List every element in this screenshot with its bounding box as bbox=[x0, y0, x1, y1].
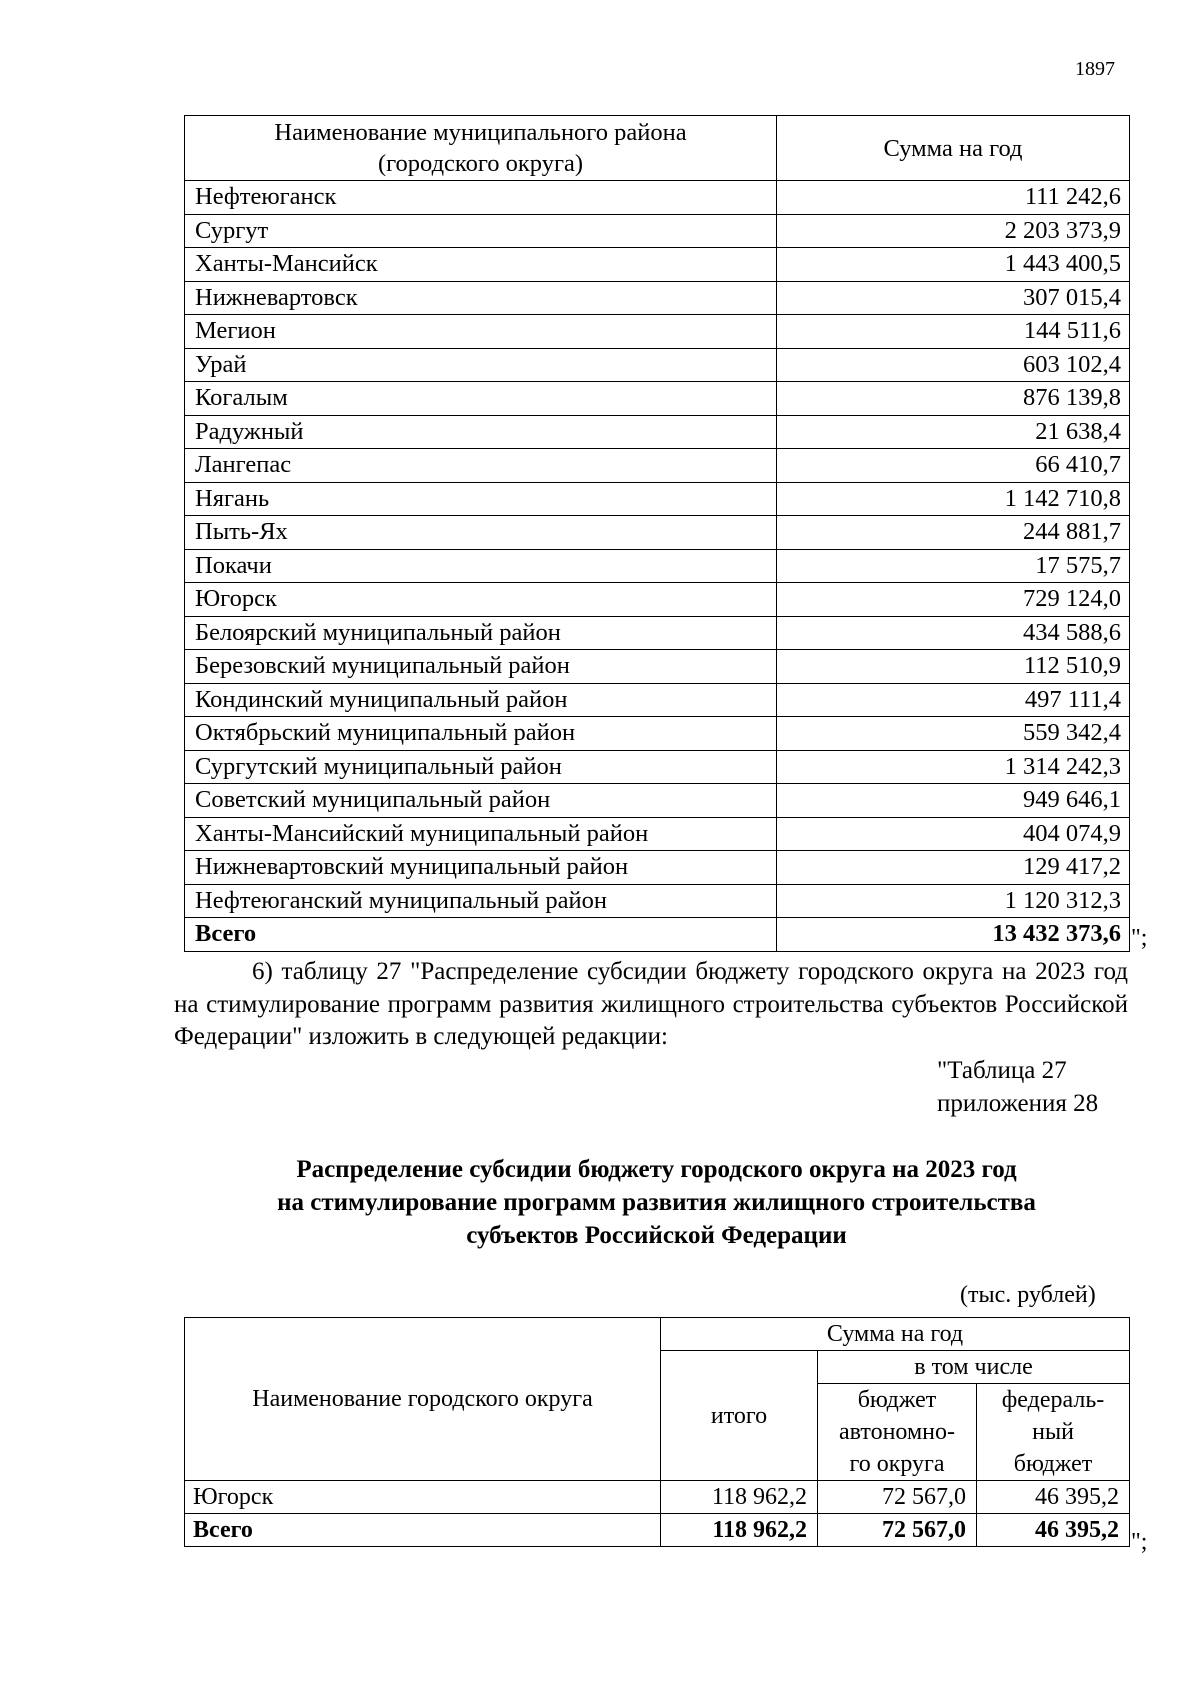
table-row bbox=[185, 650, 1130, 684]
district-name-cell: Урай bbox=[185, 348, 777, 382]
table-row bbox=[185, 482, 1130, 516]
table-row bbox=[185, 181, 1130, 215]
amount-cell: 17 575,7 bbox=[777, 549, 1130, 583]
table2-closing-quote: "; bbox=[1131, 1529, 1148, 1555]
district-name-cell: Мегион bbox=[185, 315, 777, 349]
total-amount-cell: 13 432 373,6 bbox=[777, 918, 1130, 952]
district-name-cell: Покачи bbox=[185, 549, 777, 583]
district-name-cell: Нягань bbox=[185, 482, 777, 516]
table-row bbox=[185, 382, 1130, 416]
column-header-district bbox=[185, 116, 777, 181]
amount-cell: 112 510,9 bbox=[777, 650, 1130, 684]
table-title-line2: на стимулирование программ развития жилищного строительства bbox=[277, 1189, 1036, 1216]
header-federal-line1: федераль- bbox=[1001, 1387, 1105, 1413]
district-name-cell: Советский муниципальный район bbox=[185, 784, 777, 818]
table1-closing-quote: "; bbox=[1131, 925, 1148, 951]
district-name-cell: Октябрьский муниципальный район bbox=[185, 717, 777, 751]
table-row bbox=[185, 348, 1130, 382]
table-row bbox=[185, 750, 1130, 784]
table-row bbox=[185, 1481, 1130, 1514]
district-name-cell: Нефтеюганский муниципальный район bbox=[185, 884, 777, 918]
column-header-including: в том числе bbox=[818, 1351, 1130, 1384]
table-row bbox=[185, 516, 1130, 550]
column-header-district-line2: (городского округа) bbox=[377, 150, 584, 177]
amount-cell: 1 120 312,3 bbox=[777, 884, 1130, 918]
table-header-row bbox=[185, 116, 1130, 181]
total-row bbox=[185, 918, 1130, 952]
amount-cell: 603 102,4 bbox=[777, 348, 1130, 382]
table-row bbox=[185, 884, 1130, 918]
table-title-line1: Распределение субсидии бюджету городского округа на 2023 год bbox=[296, 1156, 1017, 1183]
table-title bbox=[184, 1153, 1129, 1252]
amount-cell: 21 638,4 bbox=[777, 415, 1130, 449]
amount-cell: 144 511,6 bbox=[777, 315, 1130, 349]
table-caption-line2: приложения 28 bbox=[937, 1090, 1099, 1117]
total-row bbox=[185, 1514, 1130, 1547]
table-row bbox=[185, 616, 1130, 650]
amount-cell: 111 242,6 bbox=[777, 181, 1130, 215]
header-autonomous-line1: бюджет bbox=[857, 1387, 937, 1413]
federal-budget-cell: 46 395,2 bbox=[977, 1481, 1130, 1514]
district-name-cell: Кондинский муниципальный район bbox=[185, 683, 777, 717]
amount-cell: 244 881,7 bbox=[777, 516, 1130, 550]
total-cell: 118 962,2 bbox=[661, 1481, 818, 1514]
district-name-cell: Сургутский муниципальный район bbox=[185, 750, 777, 784]
table-row bbox=[185, 449, 1130, 483]
autonomous-budget-cell: 72 567,0 bbox=[818, 1514, 977, 1547]
district-name-cell: Нефтеюганск bbox=[185, 181, 777, 215]
municipal-subsidy-table bbox=[184, 115, 1130, 952]
district-name-cell: Лангепас bbox=[185, 449, 777, 483]
table-row bbox=[185, 415, 1130, 449]
page-number: 1897 bbox=[1075, 58, 1115, 80]
table-row bbox=[185, 851, 1130, 885]
autonomous-budget-cell: 72 567,0 bbox=[818, 1481, 977, 1514]
table-row bbox=[185, 717, 1130, 751]
amount-cell: 497 111,4 bbox=[777, 683, 1130, 717]
amount-cell: 729 124,0 bbox=[777, 583, 1130, 617]
amount-cell: 2 203 373,9 bbox=[777, 214, 1130, 248]
amount-cell: 307 015,4 bbox=[777, 281, 1130, 315]
table-row bbox=[185, 583, 1130, 617]
table-body bbox=[185, 181, 1130, 952]
amount-cell: 1 443 400,5 bbox=[777, 248, 1130, 282]
header-federal-line3: бюджет bbox=[1013, 1451, 1093, 1477]
total-label-cell: Всего bbox=[185, 918, 777, 952]
column-header-autonomous-budget bbox=[818, 1384, 977, 1481]
district-name-cell: Югорск bbox=[185, 583, 777, 617]
district-name-cell: Ханты-Мансийский муниципальный район bbox=[185, 817, 777, 851]
total-label-cell: Всего bbox=[185, 1514, 661, 1547]
table-row bbox=[185, 549, 1130, 583]
district-name-cell: Нижневартовск bbox=[185, 281, 777, 315]
amount-cell: 1 142 710,8 bbox=[777, 482, 1130, 516]
table-row bbox=[185, 248, 1130, 282]
column-header-amount: Сумма на год bbox=[777, 116, 1130, 181]
amount-cell: 434 588,6 bbox=[777, 616, 1130, 650]
table-row bbox=[185, 784, 1130, 818]
amount-cell: 404 074,9 bbox=[777, 817, 1130, 851]
district-name-cell: Пыть-Ях bbox=[185, 516, 777, 550]
table-body bbox=[185, 1481, 1130, 1547]
header-autonomous-line2: автономно- bbox=[839, 1419, 955, 1445]
district-name-cell: Радужный bbox=[185, 415, 777, 449]
city-subsidy-table bbox=[184, 1317, 1130, 1547]
table-row bbox=[185, 214, 1130, 248]
total-cell: 118 962,2 bbox=[661, 1514, 818, 1547]
column-header-city: Наименование городского округа bbox=[185, 1318, 661, 1481]
units-label: (тыс. рублей) bbox=[960, 1282, 1096, 1308]
amount-cell: 559 342,4 bbox=[777, 717, 1130, 751]
amount-cell: 876 139,8 bbox=[777, 382, 1130, 416]
column-header-sum: Сумма на год bbox=[661, 1318, 1130, 1351]
header-autonomous-line3: го округа bbox=[849, 1451, 945, 1477]
district-name-cell: Когалым bbox=[185, 382, 777, 416]
table-row bbox=[185, 315, 1130, 349]
district-name-cell: Березовский муниципальный район bbox=[185, 650, 777, 684]
federal-budget-cell: 46 395,2 bbox=[977, 1514, 1130, 1547]
header-federal-line2: ный bbox=[1032, 1419, 1074, 1445]
amount-cell: 1 314 242,3 bbox=[777, 750, 1130, 784]
table-row bbox=[185, 817, 1130, 851]
column-header-total: итого bbox=[661, 1351, 818, 1481]
table-row bbox=[185, 281, 1130, 315]
column-header-district-line1: Наименование муниципального района bbox=[274, 119, 687, 146]
amendment-paragraph: 6) таблицу 27 "Распределение субсидии бюджету городского округа на 2023 год на стимулирование программ развития жилищного строительства субъектов Российской Федерации" изложить в следующей редакции: bbox=[174, 958, 1128, 1050]
table-caption-line1: "Таблица 27 bbox=[937, 1057, 1067, 1084]
table-title-line3: субъектов Российской Федерации bbox=[466, 1222, 847, 1249]
amount-cell: 129 417,2 bbox=[777, 851, 1130, 885]
amount-cell: 66 410,7 bbox=[777, 449, 1130, 483]
district-name-cell: Белоярский муниципальный район bbox=[185, 616, 777, 650]
table-row bbox=[185, 683, 1130, 717]
city-name-cell: Югорск bbox=[185, 1481, 661, 1514]
district-name-cell: Нижневартовский муниципальный район bbox=[185, 851, 777, 885]
district-name-cell: Сургут bbox=[185, 214, 777, 248]
table-header-row bbox=[185, 1318, 1130, 1351]
column-header-federal-budget bbox=[977, 1384, 1130, 1481]
amount-cell: 949 646,1 bbox=[777, 784, 1130, 818]
district-name-cell: Ханты-Мансийск bbox=[185, 248, 777, 282]
